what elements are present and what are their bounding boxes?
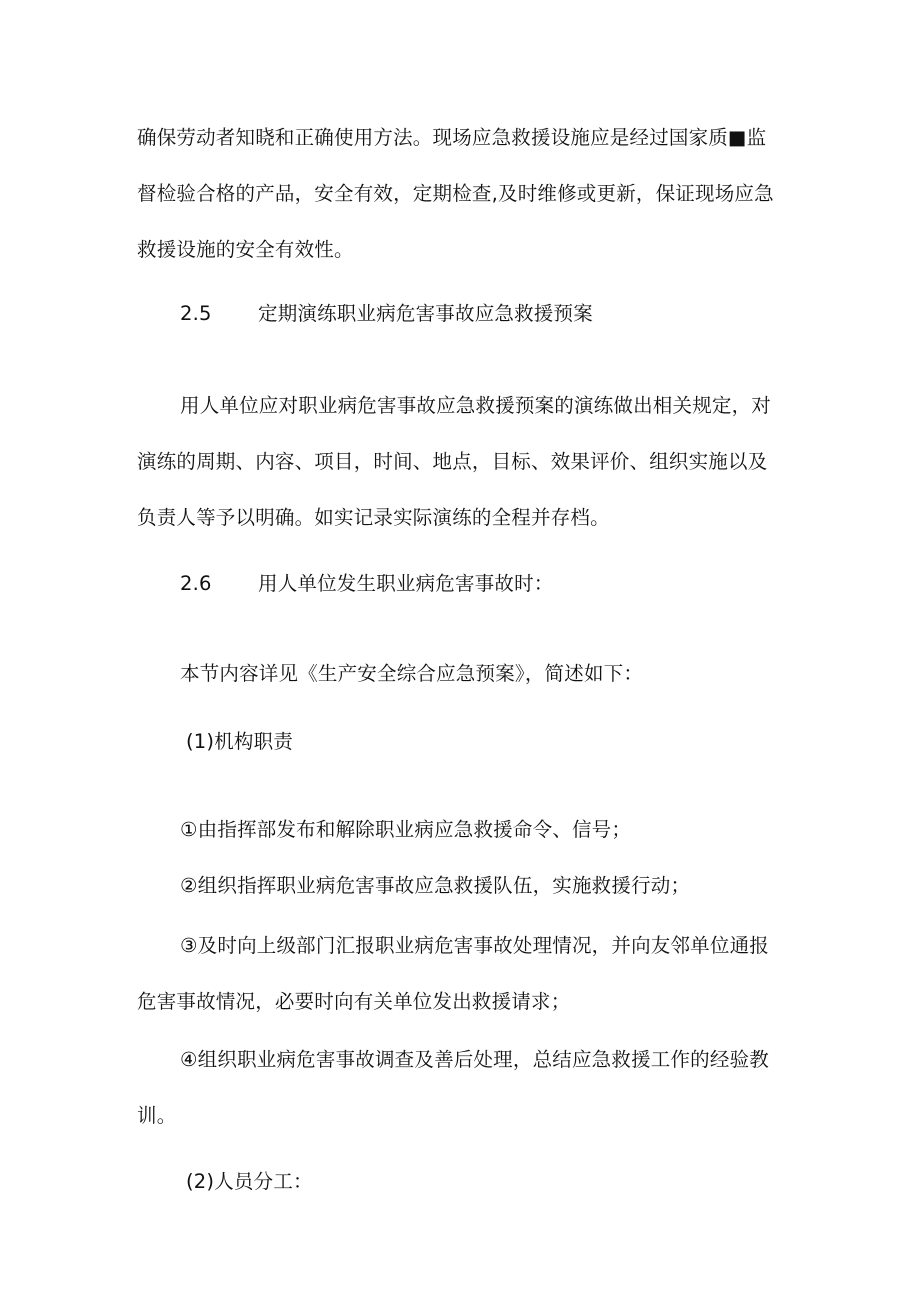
item-4-line-2: 训。 <box>137 1104 177 1127</box>
item-1: ①由指挥部发布和解除职业病应急救援命令、信号； <box>180 818 632 841</box>
item-3-line-2: 危害事故情况，必要时向有关单位发出救援请求； <box>137 990 571 1013</box>
paragraph-2-line-1: 用人单位应对职业病危害事故应急救援预案的演练做出相关规定，对 <box>180 394 772 417</box>
subheading-2: (2)人员分工： <box>186 1170 313 1193</box>
paragraph-1-line-2: 督检验合格的产品，安全有效，定期检查,及时维修或更新，保证现场应急 <box>137 182 774 205</box>
section-2-6-number: 2.6 <box>180 572 212 595</box>
paragraph-2-line-2: 演练的周期、内容、项目，时间、地点，目标、效果评价、组织实施以及 <box>137 450 768 473</box>
section-2-5-number: 2.5 <box>180 302 212 325</box>
paragraph-2-line-3: 负责人等予以明确。如实记录实际演练的全程并存档。 <box>137 506 610 529</box>
paragraph-1-line-1: 确保劳动者知晓和正确使用方法。现场应急救援设施应是经过国家质■监 <box>137 126 767 149</box>
item-3-line-1: ③及时向上级部门汇报职业病危害事故处理情况，并向友邻单位通报 <box>180 934 769 957</box>
section-2-6-title: 用人单位发生职业病危害事故时： <box>258 572 554 595</box>
item-2: ②组织指挥职业病危害事故应急救援队伍，实施救援行动； <box>180 874 691 897</box>
section-2-5-title: 定期演练职业病危害事故应急救援预案 <box>258 302 593 325</box>
intro-text: 本节内容详见《生产安全综合应急预案》，简述如下： <box>180 662 644 685</box>
subheading-1: (1)机构职责 <box>186 730 294 753</box>
paragraph-1-line-3: 救援设施的安全有效性。 <box>137 238 354 261</box>
item-4-line-1: ④组织职业病危害事故调查及善后处理，总结应急救援工作的经验教 <box>180 1048 769 1071</box>
